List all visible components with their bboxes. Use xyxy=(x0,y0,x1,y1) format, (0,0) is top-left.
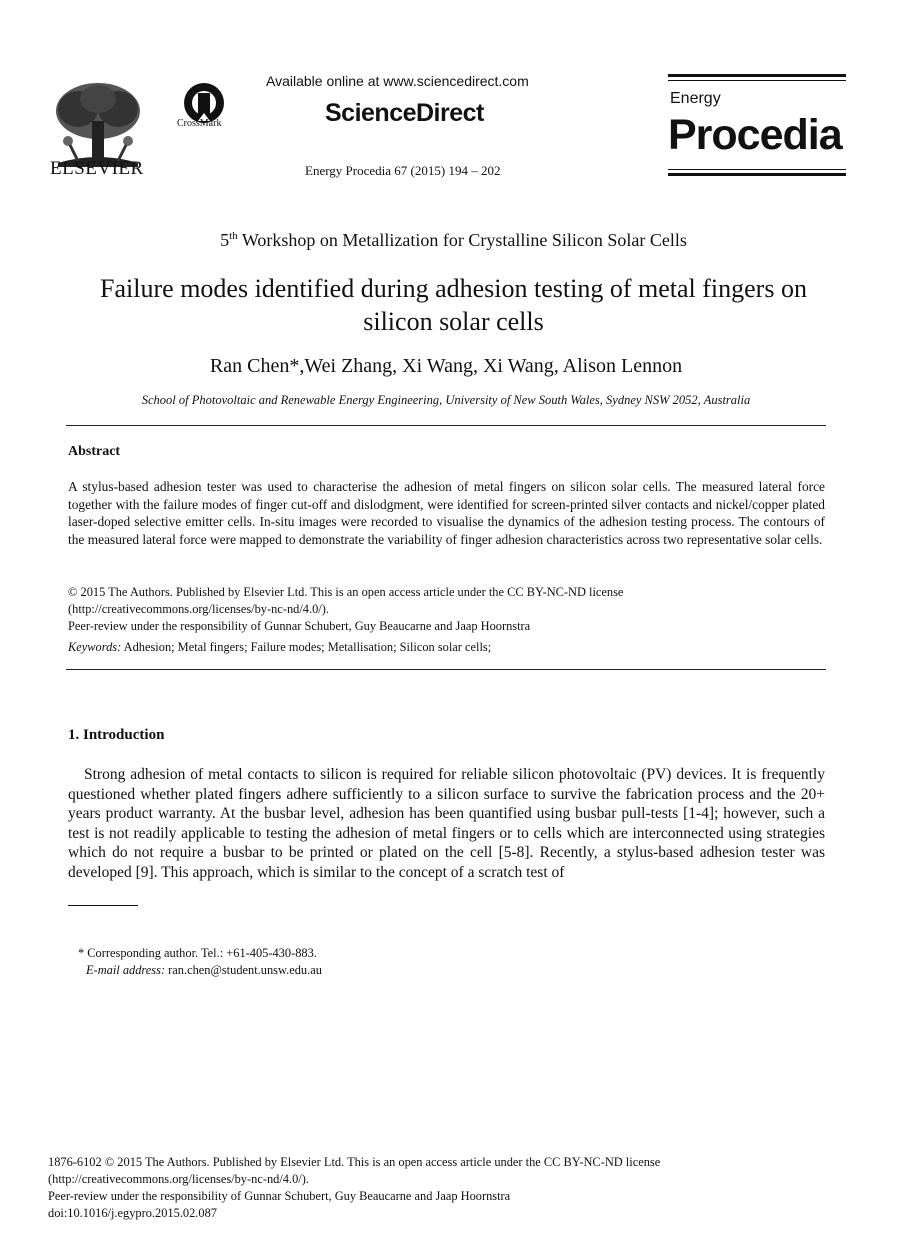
abstract-license-link[interactable]: (http://creativecommons.org/licenses/by-nc-nd/4.0/). xyxy=(68,602,329,616)
divider xyxy=(66,425,826,426)
footnote-email: E-mail address: ran.chen@student.unsw.edu.au xyxy=(86,963,322,977)
available-online-text[interactable]: Available online at www.sciencedirect.com xyxy=(266,73,529,89)
author-list: Ran Chen*,Wei Zhang, Xi Wang, Xi Wang, Alison Lennon xyxy=(209,355,683,377)
footer-doi[interactable]: doi:10.1016/j.egypro.2015.02.087 xyxy=(48,1206,217,1220)
abstract-text: A stylus-based adhesion tester was used to characterise the adhesion of metal fingers on silicon solar cells. The measured lateral force together with the failure modes of finger cut-off and dislodgment, were identified for screen-printed silver contacts and nickel/copper plated laser-doped selective emitter cells. In-situ images were recorded to visualise the dynamics of the adhesion testing process. The contours of the measured lateral force were mapped to demonstrate the variability of finger adhesion characteristics across two representative solar cells. xyxy=(68,479,825,547)
energy-procedia-logo xyxy=(668,74,848,178)
logo-procedia-word: Procedia xyxy=(668,111,842,159)
footer-license-link[interactable]: (http://creativecommons.org/licenses/by-nc-nd/4.0/). xyxy=(48,1172,309,1186)
paper-title: Failure modes identified during adhesion testing of metal fingers on silicon solar cells xyxy=(100,274,807,336)
publisher-name: ELSEVIER xyxy=(50,158,144,179)
footer-issn-line: 1876-6102 © 2015 The Authors. Published by Elsevier Ltd. This is an open access article under the CC BY-NC-ND license xyxy=(48,1155,661,1169)
section-heading: 1. Introduction xyxy=(68,727,165,743)
crossmark-label: CrossMark xyxy=(177,118,222,129)
journal-reference: Energy Procedia 67 (2015) 194 – 202 xyxy=(305,163,501,178)
keywords: Keywords: Adhesion; Metal fingers; Failure modes; Metallisation; Silicon solar cells; xyxy=(68,640,492,654)
footnote-corresponding: * Corresponding author. Tel.: +61-405-430-883. xyxy=(78,946,317,960)
abstract-heading: Abstract xyxy=(68,444,121,459)
introduction-text: Strong adhesion of metal contacts to silicon is required for reliable silicon photovoltaic (PV) devices. It is frequently questioned whether plated fingers adhere sufficiently to a silicon surface to survive the fabrication process and the 20+ years product warranty. At the busbar level, adhesion has been quantified using busbar pull-tests [1-4]; however, such a test is not readily applicable to testing the adhesion of metal fingers or to cells which are interconnected using strategies which do not require a busbar to be printed or plated on the cell [5-8]. Recently, a stylus-based adhesion tester was developed [9]. This approach, which is similar to the concept of a scratch test of xyxy=(68,766,825,881)
sciencedirect-logo: ScienceDirect xyxy=(325,99,484,127)
footnote-rule xyxy=(68,905,138,906)
footer-peer-review: Peer-review under the responsibility of Gunnar Schubert, Guy Beaucarne and Jaap Hoornstra xyxy=(48,1189,511,1203)
logo-energy-word: Energy xyxy=(670,90,721,107)
abstract-copyright: © 2015 The Authors. Published by Elsevier Ltd. This is an open access article under the CC BY-NC-ND license xyxy=(68,585,624,599)
abstract-peer-review: Peer-review under the responsibility of Gunnar Schubert, Guy Beaucarne and Jaap Hoornstra xyxy=(68,619,531,633)
divider xyxy=(66,669,826,670)
affiliation: School of Photovoltaic and Renewable Energy Engineering, University of New South Wales, Sydney NSW 2052, Australia xyxy=(141,393,751,407)
workshop-name: 5th Workshop on Metallization for Crystalline Silicon Solar Cells xyxy=(220,230,687,250)
